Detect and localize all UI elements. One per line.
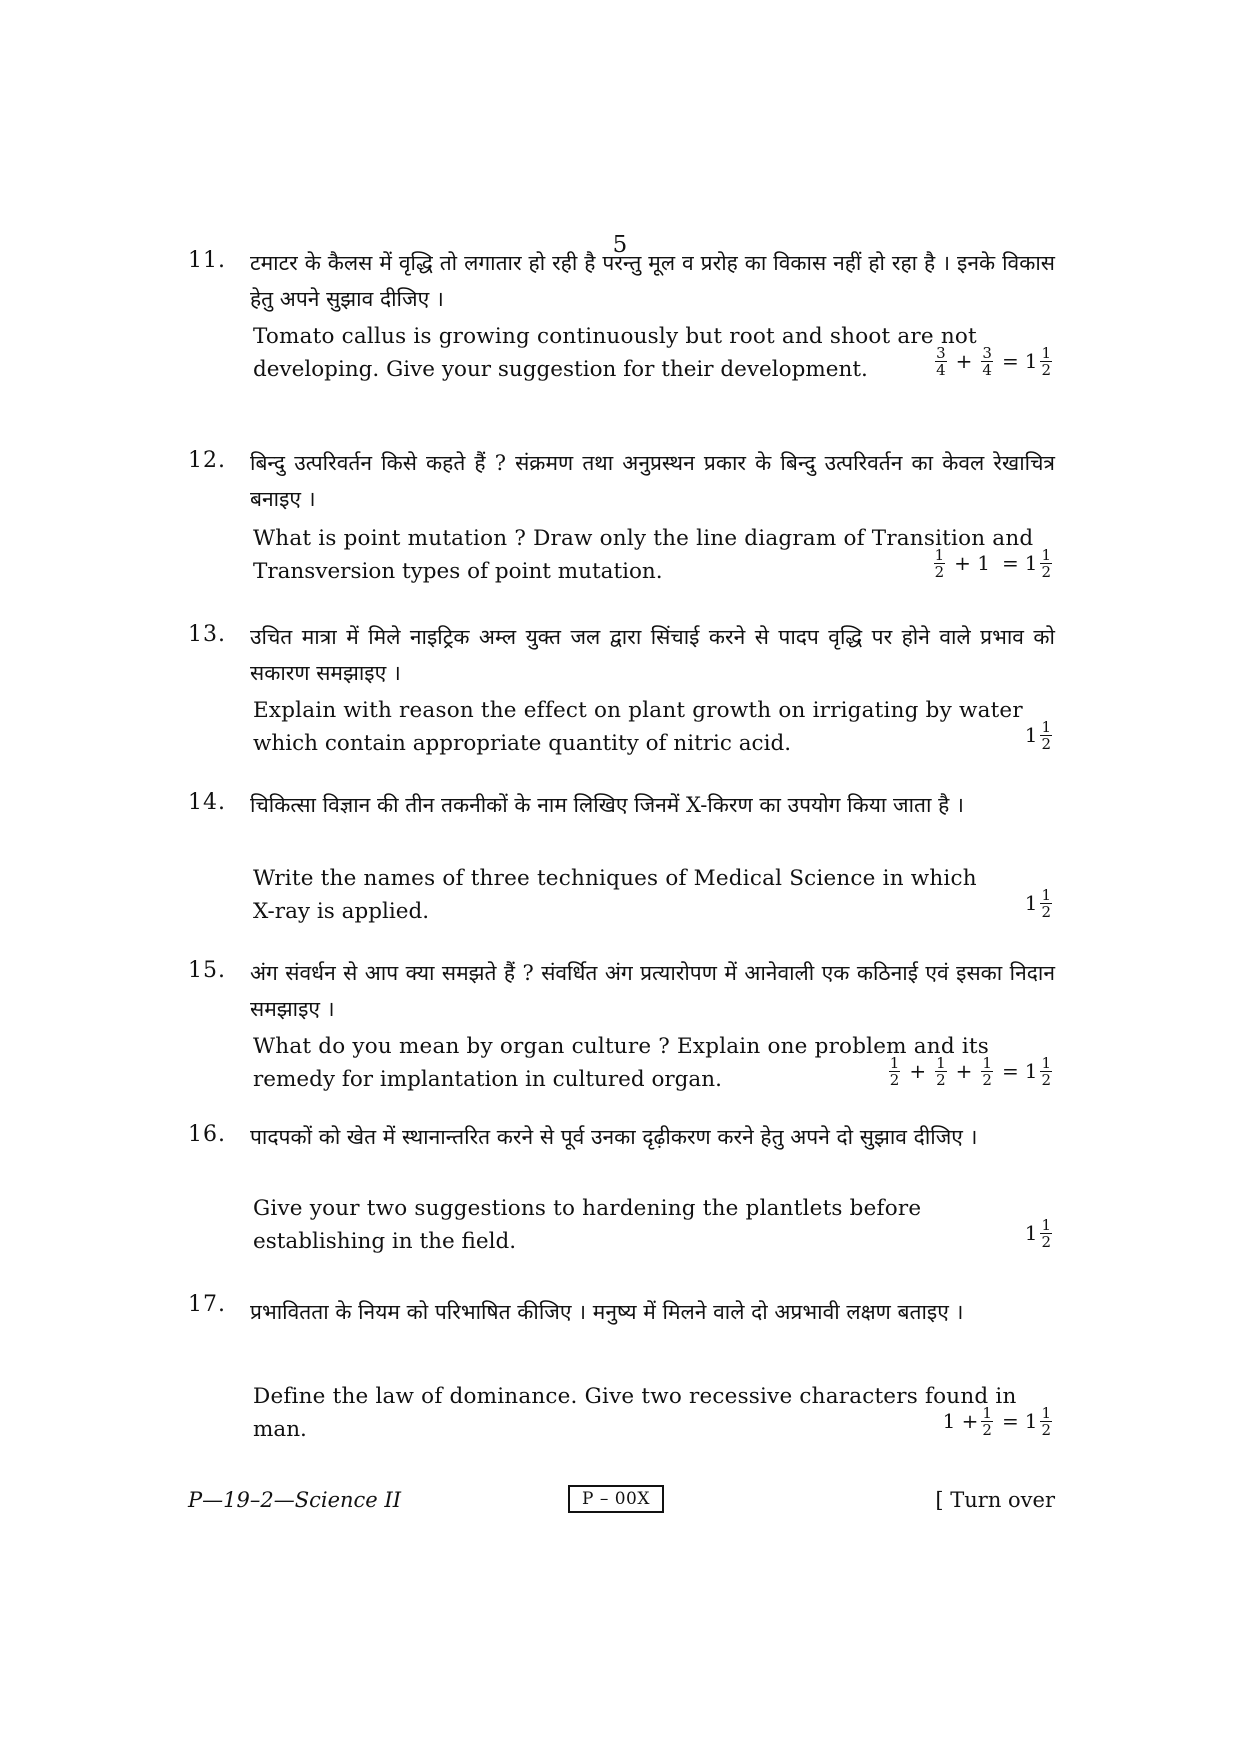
question-text-english-last-line (253, 344, 1055, 393)
question-text-hindi: टमाटर के कैलस में वृद्धि तो लगातार हो रही है परन्तु मूल व प्ररोह का विकास नहीं हो रहा है । इनके विकास हेतु अपने सुझाव दीजिए । (250, 251, 1055, 311)
mark-equals: = (1001, 349, 1019, 373)
question-text-english-end: man. (253, 1417, 307, 1442)
mark-fraction: $\frac{3}{4}$ (936, 344, 946, 379)
question-text-english-end: remedy for implantation in cultured organ. (253, 1067, 722, 1092)
mark-fraction: $\frac{1}{2}$ (1041, 344, 1051, 379)
marks (1025, 1217, 1055, 1250)
question-number: 12. (188, 448, 226, 473)
question-number: 17. (188, 1292, 226, 1317)
page-number: 5 (612, 232, 628, 258)
mark-equals: = (1001, 1409, 1019, 1433)
mark-fraction: $\frac{1}{2}$ (889, 1054, 900, 1089)
question-text-english-end: developing. Give your suggestion for their development. (253, 357, 868, 382)
mark-operator: + (955, 349, 973, 373)
mark-fraction: $\frac{1}{2}$ (934, 546, 945, 581)
mark-fraction: $\frac{3}{4}$ (982, 344, 992, 379)
question-text-english-last-line (253, 1054, 1055, 1103)
marks (931, 547, 1055, 580)
question-text-hindi: प्रभावितता के नियम को परिभाषित कीजिए । मनुष्य में मिलने वाले दो अप्रभावी लक्षण बताइए । (250, 1300, 964, 1324)
mark-whole: 1 (1024, 1221, 1038, 1245)
question-text-english: Write the names of three techniques of Medical Science in which (253, 866, 977, 891)
question-number: 15. (188, 958, 226, 983)
marks (1025, 719, 1055, 752)
question-text-english: Tomato callus is growing continuously but root and shoot are not (253, 324, 977, 349)
question-text-hindi: पादपकों को खेत में स्थानान्तरित करने से पूर्व उनका दृढ़ीकरण करने हेतु अपने दो सुझाव दीजिए । (250, 1125, 978, 1149)
question-number: 16. (188, 1122, 226, 1147)
question-text-english-end: which contain appropriate quantity of nitric acid. (253, 731, 792, 756)
question-number: 11. (188, 248, 226, 273)
footer-box-code: P – 00X (568, 1485, 664, 1513)
question-text-english: What is point mutation ? Draw only the line diagram of Transition and (253, 526, 1034, 551)
mark-whole: 1 (1024, 723, 1038, 747)
mark-fraction: $\frac{1}{2}$ (1041, 546, 1051, 581)
marks (943, 1405, 1055, 1438)
question-text-hindi: चिकित्सा विज्ञान की तीन तकनीकों के नाम लिखिए जिनमें X-किरण का उपयोग किया जाता है । (250, 793, 964, 817)
mark-lead: 1 + (942, 1409, 979, 1433)
question-text-english-end: X-ray is applied. (253, 899, 430, 924)
question-number: 13. (188, 622, 226, 647)
mark-equals: = (1001, 1059, 1019, 1083)
question-text-english-last-line (253, 886, 1055, 935)
mark-equals: = (1001, 551, 1019, 575)
footer-turn-over: [ Turn over (935, 1488, 1055, 1512)
marks (932, 345, 1055, 378)
mark-whole: 1 (1024, 891, 1038, 915)
mark-operator: + 1 (954, 551, 990, 575)
mark-operator: + (955, 1059, 973, 1083)
question-text-english-last-line (253, 1404, 1055, 1453)
question-text-english-last-line (253, 718, 1055, 767)
mark-whole: 1 (1024, 1059, 1038, 1083)
question-text-hindi: अंग संवर्धन से आप क्या समझते हैं ? संवर्धित अंग प्रत्यारोपण में आनेवाली एक कठिनाई एवं इसका निदान समझाइए । (250, 961, 1055, 1021)
mark-fraction: $\frac{1}{2}$ (1041, 718, 1051, 753)
mark-fraction: $\frac{1}{2}$ (1041, 1216, 1051, 1251)
question-text-english-end: establishing in the field. (253, 1229, 517, 1254)
marks (1025, 887, 1055, 920)
mark-fraction: $\frac{1}{2}$ (1041, 1054, 1051, 1089)
mark-whole: 1 (1024, 349, 1038, 373)
mark-fraction: $\frac{1}{2}$ (1041, 1404, 1051, 1439)
question-text-english: Give your two suggestions to hardening the plantlets before (253, 1196, 922, 1221)
question-text-english: What do you mean by organ culture ? Explain one problem and its (253, 1034, 989, 1059)
question-number: 14. (188, 790, 226, 815)
question-text-english-end: Transversion types of point mutation. (253, 559, 663, 584)
mark-whole: 1 (1024, 1409, 1038, 1433)
mark-fraction: $\frac{1}{2}$ (1041, 886, 1051, 921)
mark-fraction: $\frac{1}{2}$ (936, 1054, 946, 1089)
marks (886, 1055, 1055, 1088)
mark-whole: 1 (1024, 551, 1038, 575)
question-text-english: Explain with reason the effect on plant growth on irrigating by water (253, 698, 1023, 723)
mark-operator: + (909, 1059, 927, 1083)
mark-fraction: $\frac{1}{2}$ (982, 1404, 992, 1439)
question-text-hindi: बिन्दु उत्परिवर्तन किसे कहते हैं ? संक्रमण तथा अनुप्रस्थन प्रकार के बिन्दु उत्परिवर्तन का केवल रेखाचित्र बनाइए । (250, 451, 1055, 511)
footer-paper-code: P—19–2—Science II (188, 1488, 401, 1512)
question-text-hindi: उचित मात्रा में मिले नाइट्रिक अम्ल युक्त जल द्वारा सिंचाई करने से पादप वृद्धि पर होने वाले प्रभाव को सकारण समझाइए । (250, 625, 1055, 685)
question-text-english: Define the law of dominance. Give two recessive characters found in (253, 1384, 1017, 1409)
question-text-english-last-line (253, 546, 1055, 595)
mark-fraction: $\frac{1}{2}$ (982, 1054, 992, 1089)
question-text-english-last-line (253, 1216, 1055, 1265)
